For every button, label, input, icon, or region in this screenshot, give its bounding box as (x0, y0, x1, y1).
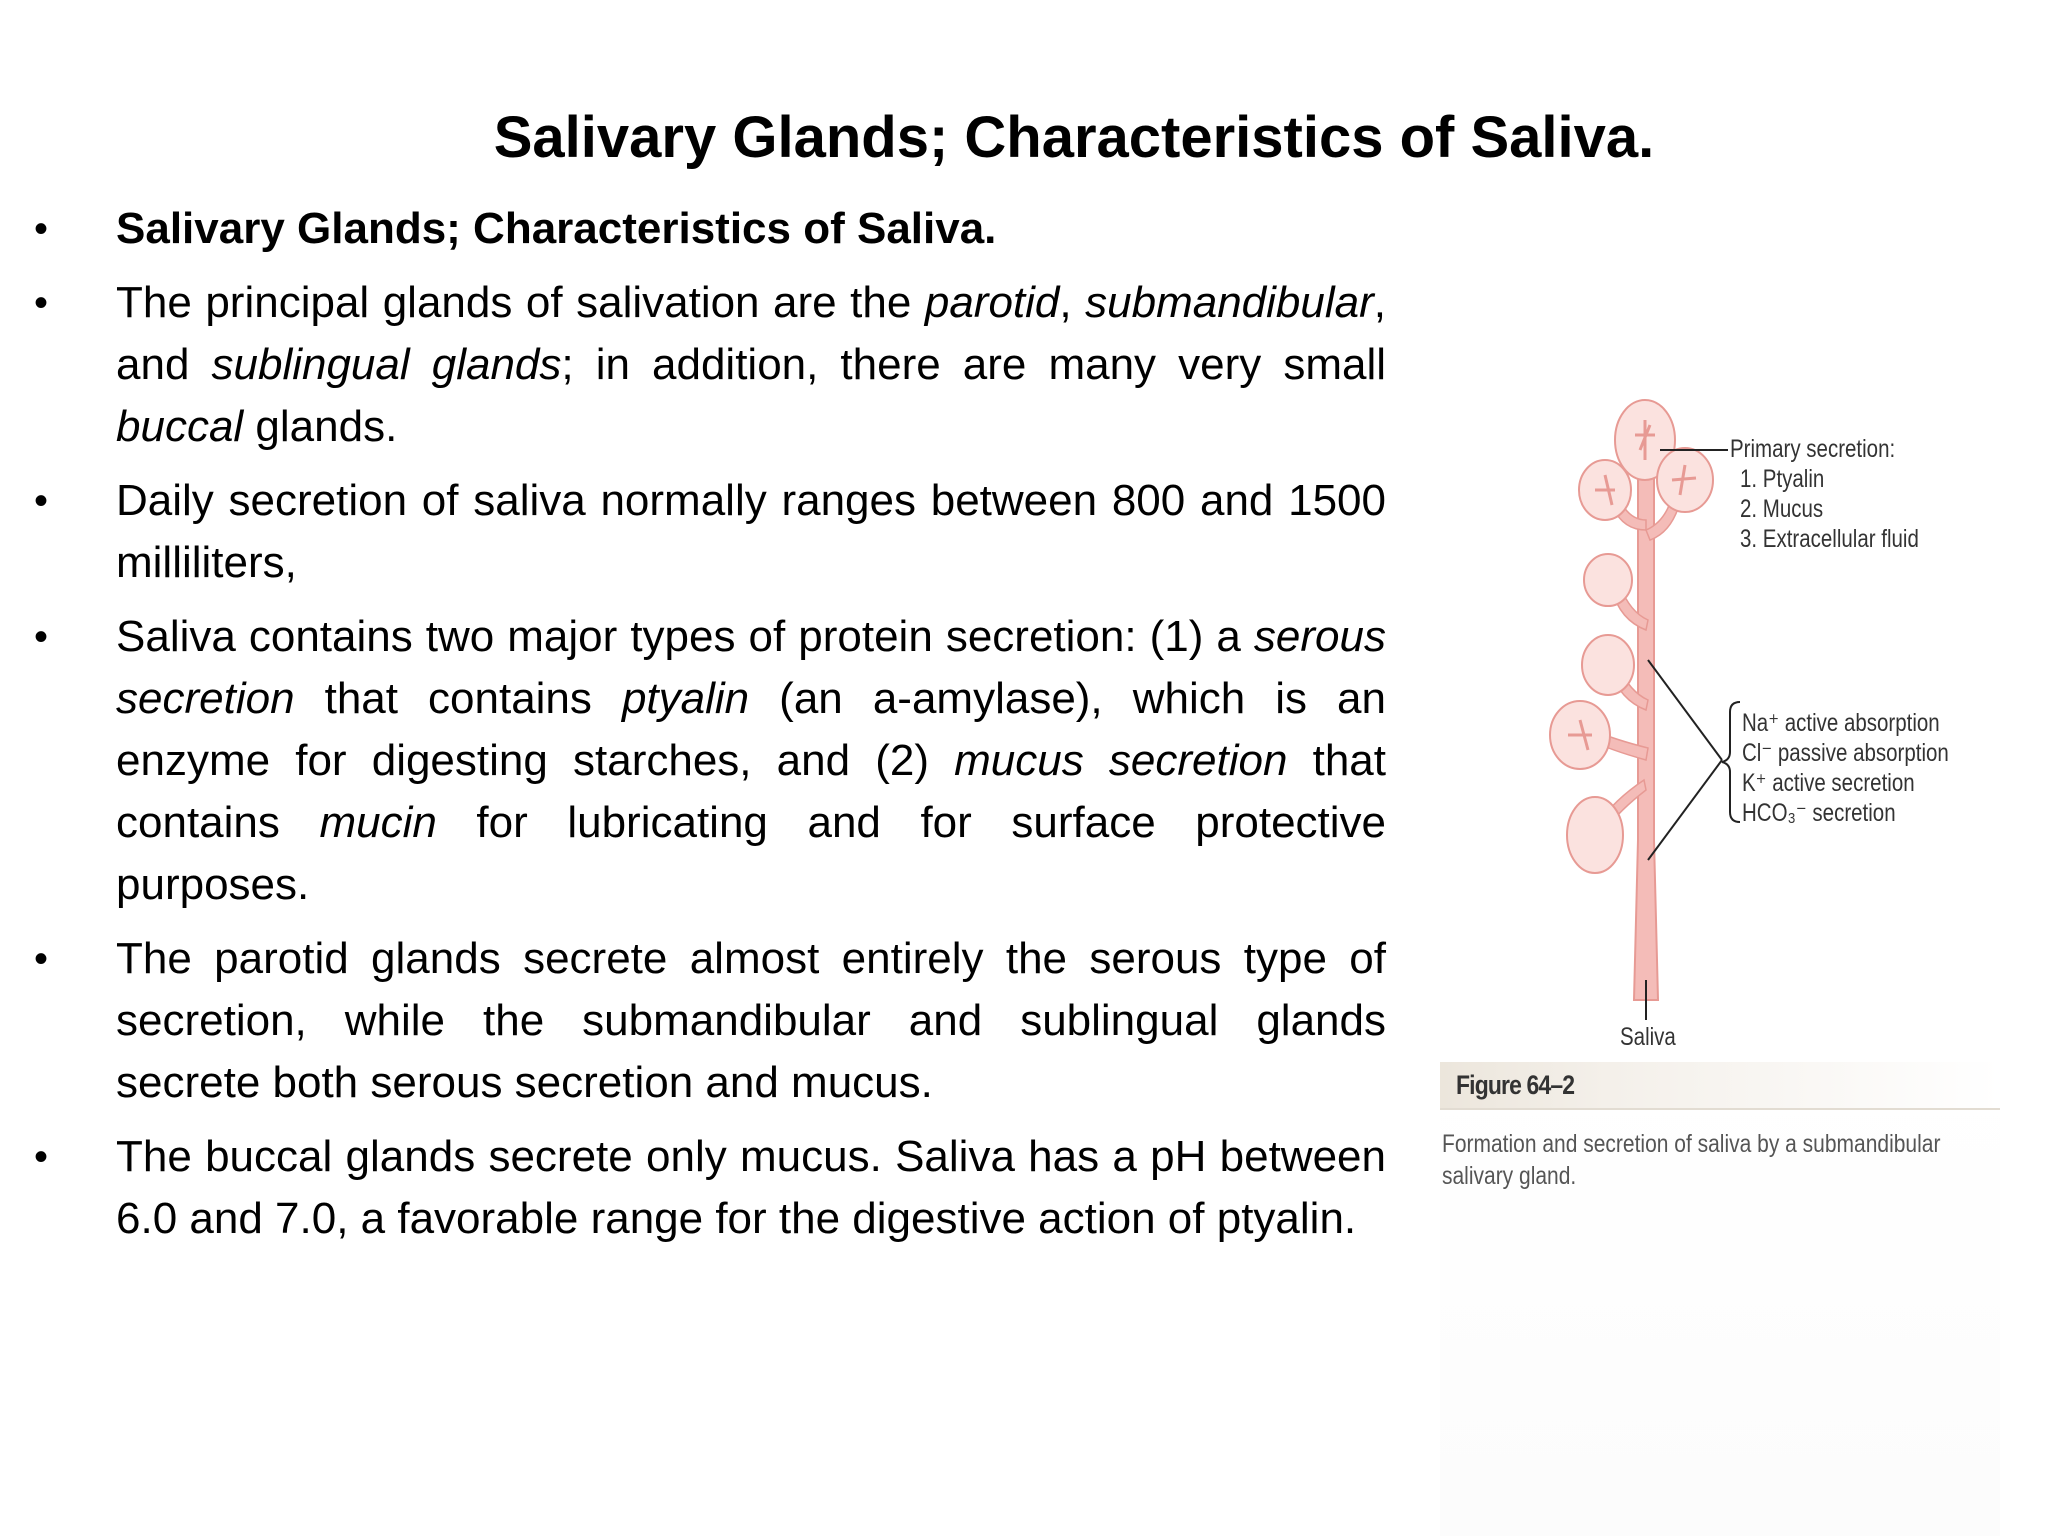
bullet-text: The parotid glands secrete almost entirely the serous type of secretion, while the submandibular and sublingual glands secrete both serous secretion and mucus. (116, 934, 1386, 1107)
bullet-item (30, 606, 1386, 916)
italic-term: mucin (319, 798, 437, 847)
duct-bracket (1722, 702, 1740, 822)
italic-term: mucus secretion (954, 736, 1288, 785)
duct-pointer (1648, 760, 1722, 860)
bullet-item (30, 928, 1386, 1114)
bullet-text: for lubricating and for surface protective purposes. (116, 798, 1387, 909)
bullet-text: ; in addition, there are many very small (561, 340, 1387, 389)
bullet-item (30, 198, 1386, 260)
bullet-text: Saliva contains two major types of protein secretion: (1) a (116, 612, 1254, 661)
italic-term: buccal (116, 402, 244, 451)
duct-item: Cl⁻ passive absorption (1742, 739, 1949, 767)
primary-secretion-heading: Primary secretion: (1730, 435, 1896, 463)
bullet-dot-icon: • (34, 281, 49, 325)
italic-term: serous secretion (116, 612, 1386, 723)
primary-item: 2. Mucus (1740, 495, 1824, 523)
bullet-list (30, 198, 1386, 1262)
bullet-item (30, 1126, 1386, 1250)
bullet-text: glands. (243, 402, 398, 451)
bullet-text: that contains (116, 736, 1386, 847)
bullet-text: The buccal glands secrete only mucus. Saliva has a pH between 6.0 and 7.0, a favorable range for the digestive action of ptyalin. (116, 1132, 1386, 1243)
bullet-item (30, 470, 1386, 594)
italic-term: parotid (924, 278, 1060, 327)
acinus (1567, 797, 1623, 873)
bullet-dot-icon: • (34, 615, 49, 659)
duct-item: HCO₃⁻ secretion (1742, 799, 1896, 827)
bullet-dot-icon: • (34, 1135, 49, 1179)
figure-label-bar (1440, 1062, 2000, 1110)
italic-term: ptyalin (621, 674, 750, 723)
figure-caption: Formation and secretion of saliva by a submandibular salivary gland. (1442, 1130, 1941, 1190)
bullet-dot-icon: • (34, 207, 49, 251)
duct-item: K⁺ active secretion (1742, 769, 1915, 797)
italic-term: sublingual glands (211, 340, 562, 389)
bullet-dot-icon: • (34, 479, 49, 523)
bullet-text: The principal glands of salivation are the (116, 278, 925, 327)
primary-item: 1. Ptyalin (1740, 465, 1825, 493)
bullet-text: , and (116, 278, 1386, 389)
saliva-outlet-label: Saliva (1620, 1023, 1676, 1051)
duct-pointer (1648, 660, 1722, 760)
duct-item: Na⁺ active absorption (1742, 709, 1940, 737)
acinus (1584, 554, 1632, 606)
primary-item: 3. Extracellular fluid (1740, 525, 1919, 553)
bullet-text: Salivary Glands; Characteristics of Saliva. (116, 204, 997, 253)
acinus (1582, 635, 1634, 695)
bullet-item (30, 272, 1386, 458)
bullet-text: Daily secretion of saliva normally ranges between 800 and 1500 milliliters, (116, 476, 1386, 587)
bullet-dot-icon: • (34, 937, 49, 981)
figure-label: Figure 64–2 (1456, 1070, 1575, 1100)
italic-term: submandibular (1085, 278, 1374, 327)
figure-64-2 (1440, 380, 2000, 1536)
slide-title: Salivary Glands; Characteristics of Saliva. (493, 105, 1655, 170)
bullet-text: (an a-amylase), which is an enzyme for digesting starches, and (2) (116, 674, 1386, 785)
bullet-text: , (1059, 278, 1086, 327)
bullet-text: that contains (294, 674, 622, 723)
